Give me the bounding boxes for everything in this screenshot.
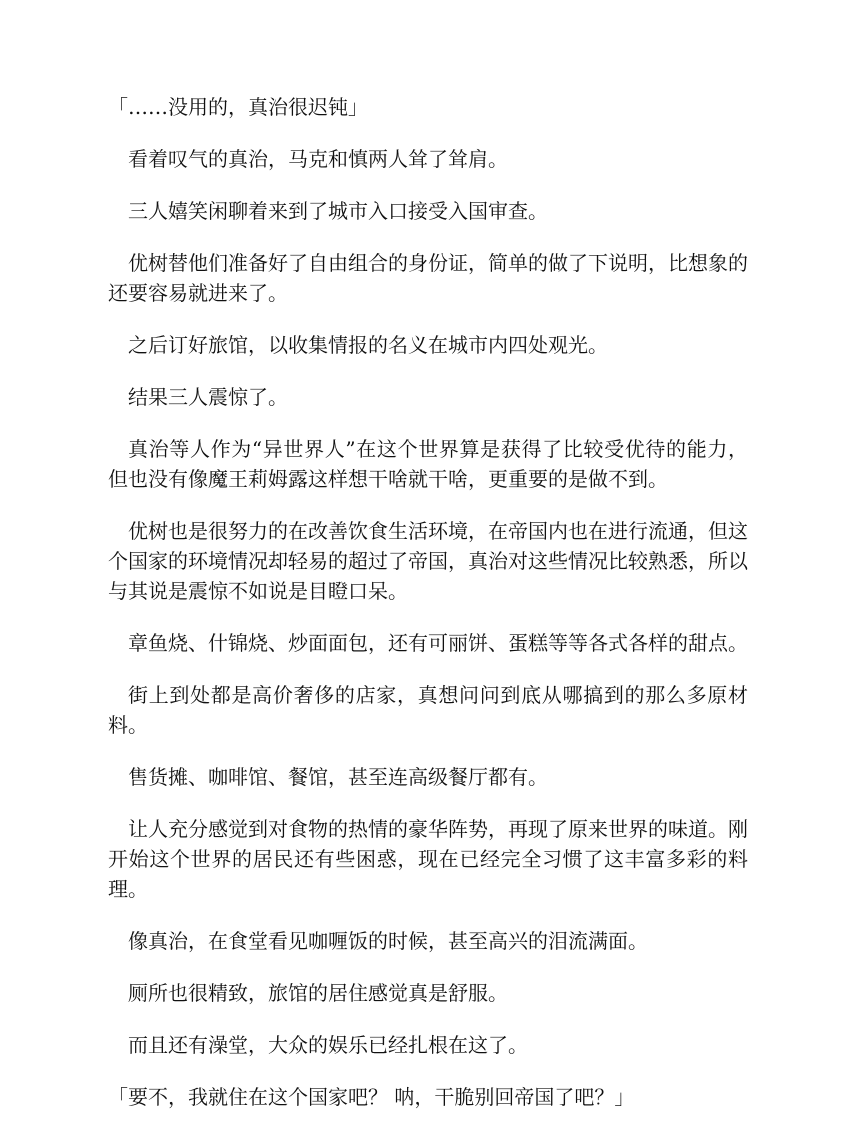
paragraph: 厕所也很精致，旅馆的居住感觉真是舒服。 — [128, 981, 508, 1005]
paragraph-dialogue: 「……没用的，真治很迟钝」 — [108, 95, 368, 119]
paragraph: 而且还有澡堂，大众的娱乐已经扎根在这了。 — [128, 1033, 528, 1057]
paragraph: 之后订好旅馆，以收集情报的名义在城市内四处观光。 — [128, 333, 608, 357]
text-body — [108, 92, 748, 1134]
paragraph-dialogue: 「要不，我就住在这个国家吧？ 呐，干脆别回帝国了吧？」 — [108, 1085, 635, 1109]
paragraph: 三人嬉笑闲聊着来到了城市入口接受入国审查。 — [128, 199, 548, 223]
paragraph: 售货摊、咖啡馆、餐馆，甚至连高级餐厅都有。 — [128, 765, 548, 789]
paragraph: 优树替他们准备好了自由组合的身份证，简单的做了下说明，比想象的还要容易就进来了。 — [108, 251, 748, 305]
paragraph: 优树也是很努力的在改善饮食生活环境，在帝国内也在进行流通，但这个国家的环境情况却轻易的超过了帝国，真治对这些情况比较熟悉，所以与其说是震惊不如说是目瞪口呆。 — [108, 519, 748, 603]
paragraph: 街上到处都是高价奢侈的店家，真想问问到底从哪搞到的那么多原材料。 — [108, 683, 748, 737]
paragraph: 像真治，在食堂看见咖喱饭的时候，甚至高兴的泪流满面。 — [128, 929, 648, 953]
paragraph: 章鱼烧、什锦烧、炒面面包，还有可丽饼、蛋糕等等各式各样的甜点。 — [128, 631, 748, 655]
paragraph: 让人充分感觉到对食物的热情的豪华阵势，再现了原来世界的味道。刚开始这个世界的居民还有些困惑，现在已经完全习惯了这丰富多彩的料理。 — [108, 817, 748, 901]
paragraph: 结果三人震惊了。 — [128, 385, 288, 409]
paragraph: 真治等人作为“异世界人”在这个世界算是获得了比较受优待的能力，但也没有像魔王莉姆露这样想干啥就干啥，更重要的是做不到。 — [108, 437, 748, 491]
paragraph: 看着叹气的真治，马克和慎两人耸了耸肩。 — [128, 147, 508, 171]
